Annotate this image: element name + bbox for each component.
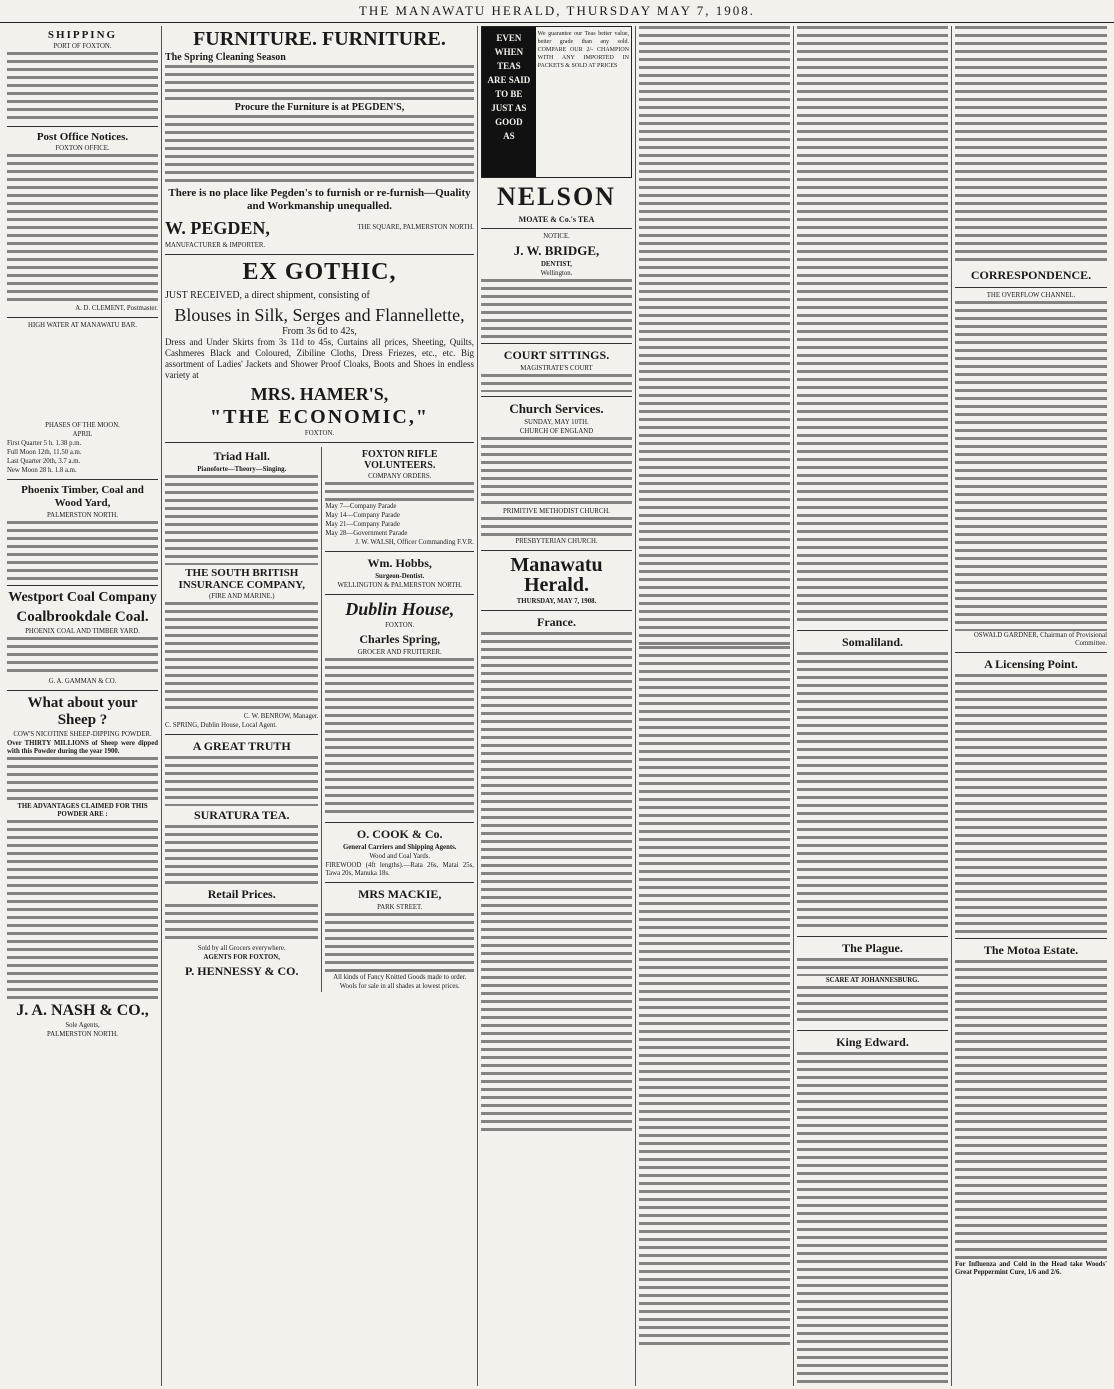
sheep-text (7, 757, 158, 802)
coalbrook-heading: Coalbrookdale Coal. (16, 609, 149, 625)
column-shipping (4, 26, 162, 1386)
blouses: Blouses in Silk, Serges and Flannellette, (174, 305, 465, 325)
court-heading: COURT SITTINGS. (503, 348, 610, 362)
post-office-heading: Post Office Notices. (36, 131, 129, 143)
retail-text (165, 904, 318, 944)
gamman: G. A. GAMMAN & CO. (48, 678, 117, 685)
moon-3: Last Quarter 20th, 3.7 a.m. (7, 458, 81, 465)
procure: Procure the Furniture is at PEGDEN'S, (234, 102, 405, 113)
moon-2: Full Moon 12th, 11.50 a.m. (7, 449, 82, 456)
high-water-heading: HIGH WATER AT MANAWATU BAR. (28, 322, 137, 329)
magistrate: MAGISTRATE'S COURT (520, 365, 593, 372)
insurance-text (165, 602, 318, 712)
presbyterian: PRESBYTERIAN CHURCH. (515, 538, 598, 545)
licensing-text (955, 674, 1107, 934)
ex-gothic: EX GOTHIC, (242, 259, 397, 285)
column-correspondence (952, 26, 1110, 1386)
south-british: THE SOUTH BRITISH INSURANCE COMPANY, (178, 567, 305, 591)
square: THE SQUARE, PALMERSTON NORTH. (357, 224, 474, 231)
moon-1: First Quarter 5 h. 1.38 p.m. (7, 440, 82, 447)
scare: SCARE AT JOHANNESBURG. (825, 977, 920, 984)
hamer: MRS. HAMER'S, (250, 384, 389, 404)
retail: Retail Prices. (207, 887, 276, 901)
surgeon: Surgeon-Dentist. (375, 573, 425, 580)
plague: The Plague. (842, 941, 903, 955)
from-price: From 3s 6d to 42s, (282, 326, 357, 337)
woods-cure: For Influenza and Cold in the Head take Woods' Great Peppermint Cure, 1/6 and 2/6. (955, 1261, 1107, 1276)
church-of-england: CHURCH OF ENGLAND (519, 428, 594, 435)
triad-text (165, 475, 318, 565)
benrow: C. W. BENROW, Manager. (243, 713, 319, 720)
news-text-2 (639, 646, 790, 1346)
bridge-text (481, 279, 632, 339)
overflow: THE OVERFLOW CHANNEL. (986, 292, 1076, 299)
moon-4: New Moon 28 h. 1.8 a.m. (7, 467, 77, 474)
foxton-office: FOXTON OFFICE. (55, 145, 110, 152)
church-heading: Church Services. (509, 401, 604, 416)
parade-3: May 21—Company Parade (325, 521, 400, 528)
knitted: All kinds of Fancy Knitted Goods made to order. (333, 974, 467, 981)
procure-text (165, 115, 474, 185)
methodist: PRIMITIVE METHODIST CHURCH. (503, 508, 610, 515)
sheep-heading: What about your Sheep ? (27, 695, 138, 728)
dublin-foxton: FOXTON. (385, 622, 415, 629)
herald-date: THURSDAY, MAY 7, 1908. (516, 598, 597, 605)
suratura: SURATURA TEA. (193, 808, 290, 822)
column-furniture (162, 26, 478, 1386)
notice-heading: NOTICE. (543, 233, 570, 240)
motoa: The Motoa Estate. (983, 943, 1079, 957)
company-orders: COMPANY ORDERS. (368, 473, 432, 480)
millions: Over THIRTY MILLIONS of Sheep were dipped with this Powder during the year 1900. (7, 740, 158, 755)
gardner: OSWALD GARDNER, Chairman of Provisional Committee. (973, 632, 1107, 647)
column-news (636, 26, 794, 1386)
furniture-heading: FURNITURE. FURNITURE. (193, 28, 446, 50)
well-pn: WELLINGTON & PALMERSTON NORTH. (337, 582, 462, 589)
economic: "THE ECONOMIC," (210, 406, 429, 428)
nash: J. A. NASH & CO., (16, 1002, 149, 1019)
dress-text: Dress and Under Skirts from 3s 11d to 45s, Curtains all prices, Sheeting, Quilts, Cashmeres Black and Coloured, Zibiline Cloths, Dress Friezes, etc., etc. Big assortment of Ladies' Jackets and Shower Proof Cloaks, Boots and Shoes in endless variety at (165, 337, 474, 380)
hennessy: P. HENNESSY & CO. (185, 964, 299, 978)
ad-to-be: TO BE (495, 89, 523, 99)
pianoforte: Pianoforte—Theory—Singing. (197, 466, 287, 473)
column-somaliland (794, 26, 952, 1386)
agents-foxton: AGENTS FOR FOXTON, (203, 954, 280, 961)
port-heading: PORT OF FOXTON. (53, 43, 112, 50)
moon-month: APRIL (72, 431, 93, 438)
hobbs: Wm. Hobbs, (367, 556, 432, 570)
rifle-text (325, 482, 474, 502)
tide-table (7, 331, 158, 421)
scare-text (797, 986, 948, 1026)
wools: Wools for sale in all shades at lowest prices. (339, 983, 460, 990)
noplace: There is no place like Pegden's to furnish or re-furnish—Quality and Workmanship unequalled. (168, 187, 471, 212)
pegden: W. PEGDEN, (165, 218, 270, 238)
licensing: A Licensing Point. (984, 657, 1078, 671)
phoenix-text (7, 521, 158, 581)
motoa-text (955, 960, 1107, 1260)
herald-title: Manawatu Herald. (510, 554, 603, 596)
mackie-text (325, 913, 474, 973)
court-text (481, 374, 632, 392)
park-street: PARK STREET. (377, 904, 423, 911)
column-nelson (478, 26, 636, 1386)
coe-text (481, 437, 632, 507)
wood-yards: Wood and Coal Yards. (369, 853, 431, 860)
dipping: COW'S NICOTINE SHEEP-DIPPING POWDER. (13, 731, 152, 738)
ad-as: AS (503, 131, 515, 141)
manufacturer: MANUFACTURER & IMPORTER. (165, 242, 266, 249)
great-truth: A GREAT TRUTH (192, 739, 291, 753)
ad-are-said: ARE SAID (487, 75, 531, 85)
mackie: MRS MACKIE, (358, 887, 442, 901)
somaliland-text (797, 652, 948, 932)
phoenix-place: PALMERSTON NORTH. (47, 512, 118, 519)
walsh: J. W. WALSH, Officer Commanding F.V.R. (355, 539, 474, 546)
grocer: GROCER AND FRUITERER. (357, 649, 442, 656)
just-received: JUST RECEIVED, a direct shipment, consisting of (165, 290, 370, 301)
dentist: DENTIST, (540, 261, 573, 268)
sunday: SUNDAY, MAY 10TH. (524, 419, 589, 426)
dublin-house: Dublin House, (345, 599, 455, 619)
methodist-text (481, 517, 632, 537)
ad-even: EVEN (496, 33, 522, 43)
economic-foxton: FOXTON. (304, 430, 335, 437)
fire-marine: (FIRE AND MARINE.) (208, 593, 275, 600)
triad-heading: Triad Hall. (213, 449, 270, 463)
advantages-text (7, 820, 158, 1000)
phoenix-heading: Phoenix Timber, Coal and Wood Yard, (21, 484, 144, 509)
charles-spring: Charles Spring, (359, 632, 441, 646)
king-edward-text (797, 1052, 948, 1386)
plague-text (797, 958, 948, 976)
overflow-text (955, 301, 1107, 631)
ad-just-as-good: JUST AS GOOD (491, 103, 527, 127)
france-heading: France. (537, 615, 576, 629)
advantages: THE ADVANTAGES CLAIMED FOR THIS POWDER ARE : (17, 803, 148, 818)
nelson: NELSON (497, 182, 616, 211)
post-office-text (7, 154, 158, 304)
parade-4: May 28—Government Parade (325, 530, 408, 537)
news-text (639, 26, 790, 646)
nelson-sub: MOATE & Co.'s TEA (518, 215, 595, 224)
somaliland: Somaliland. (841, 635, 904, 649)
westport-text (7, 637, 158, 677)
correspondence: CORRESPONDENCE. (970, 268, 1092, 282)
remedy-text (955, 26, 1107, 266)
parade-1: May 7—Company Parade (325, 503, 397, 510)
spring-text (165, 65, 474, 100)
wellington: Wellington. (540, 270, 573, 277)
king-edward: King Edward. (836, 1035, 909, 1049)
dublin-text (325, 658, 474, 818)
ad-when: WHEN (494, 47, 524, 57)
firewood: FIREWOOD (4ft lengths).—Rata 26s, Matai 25s, Tawa 20s, Manuka 18s. (325, 862, 474, 877)
ad-guarantee: We guarantee our Teas better value, better grade than any sold. COMPARE OUR 2/- CHAMPION WITH ANY IMPORTED IN PACKETS & SOLD AT PRICES (537, 31, 629, 69)
westport-heading: Westport Coal Company (8, 590, 157, 605)
cook: O. COOK & Co. (356, 827, 443, 841)
palmerston: PALMERSTON NORTH. (47, 1031, 118, 1038)
sold: Sold by all Grocers everywhere. (197, 945, 286, 952)
phoenix-coal: PHOENIX COAL AND TIMBER YARD. (25, 628, 140, 635)
spring-agent: C. SPRING, Dublin House, Local Agent. (165, 722, 277, 729)
masthead: THE MANAWATU HERALD, THURSDAY MAY 7, 1908. (0, 0, 1114, 23)
truth-text (165, 756, 318, 806)
carriers: General Carriers and Shipping Agents. (342, 844, 457, 851)
sole-agents: Sole Agents, (65, 1022, 100, 1029)
parade-2: May 14—Company Parade (325, 512, 400, 519)
moon-heading: PHASES OF THE MOON. (45, 422, 120, 429)
suratura-text (165, 825, 318, 885)
shipping-heading: SHIPPING (47, 29, 118, 41)
spring-heading: The Spring Cleaning Season (165, 52, 286, 63)
rifle-heading: FOXTON RIFLE VOLUNTEERS. (361, 449, 438, 471)
king-text (797, 26, 948, 626)
postmaster: A. D. CLEMENT, Postmaster. (75, 305, 158, 312)
bridge: J. W. BRIDGE, (513, 243, 600, 258)
ad-teas: TEAS (497, 61, 521, 71)
shipping-text (7, 52, 158, 122)
france-text (481, 632, 632, 1132)
